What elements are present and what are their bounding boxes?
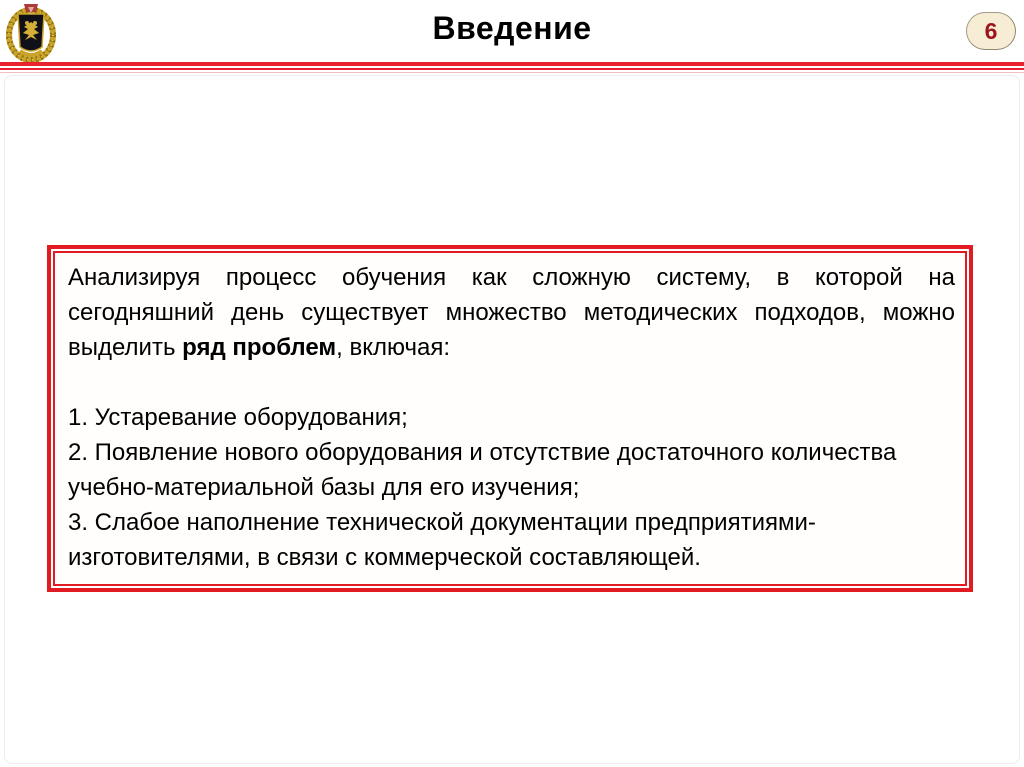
slide-header [0,0,1024,62]
intro-text-end: , включая: [336,334,451,361]
problem-item: 3. Слабое наполнение технической документации предприятиями-изготовителями, в связи с коммерческой составляющей. [68,509,816,571]
problem-item: 1. Устаревание оборудования; [68,404,408,431]
page-number-badge [966,12,1016,50]
problems-text [55,253,965,575]
header-divider [0,62,1024,73]
problems-textbox [47,245,973,592]
intro-paragraph [68,260,955,365]
problems-textbox-inner [53,251,967,586]
page-number: 6 [984,17,998,44]
intro-text-start: Анализируя процесс обучения как сложную систему, в которой на сегодняшний день существует множество методических подходов, можно выделить [68,264,955,361]
intro-text-bold: ряд проблем [182,334,337,361]
problem-item: 2. Появление нового оборудования и отсутствие достаточного количества учебно-материальной базы для его изучения; [68,439,897,501]
slide-title: Введение [432,10,592,46]
